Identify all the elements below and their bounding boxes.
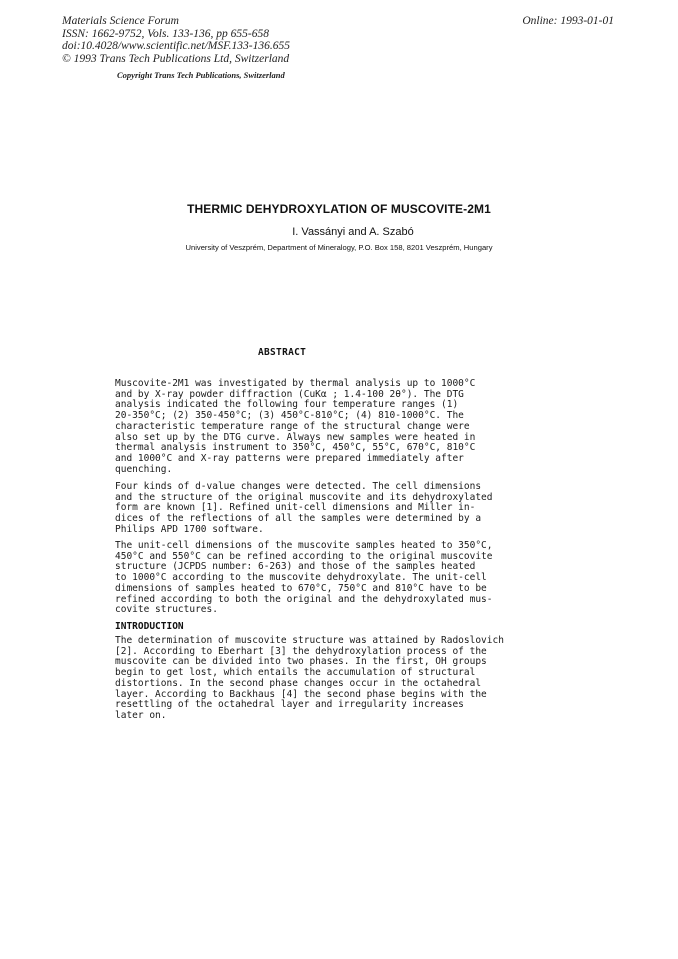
text-line: refined according to both the original and the dehydroxylated mus- (115, 593, 493, 605)
text-line: Muscovite-2M1 was investigated by thermal analysis up to 1000°C (115, 378, 476, 389)
introduction-paragraph (115, 636, 555, 722)
text-line: covite structures. (115, 604, 218, 616)
text-line: begin to get lost, which entails the accumulation of structural (115, 667, 476, 679)
copyright-line: © 1993 Trans Tech Publications Ltd, Switzerland (62, 52, 290, 65)
text-line: characteristic temperature range of the structural change were (115, 420, 470, 432)
text-line: thermal analysis instrument to 350°C, 450°C, 55°C, 670°C, 810°C (115, 442, 476, 454)
paper-title: THERMIC DEHYDROXYLATION OF MUSCOVITE-2M1 (187, 202, 491, 216)
text-line: layer. According to Backhaus [4] the second phase begins with the (115, 688, 487, 700)
text-line: The determination of muscovite structure was attained by Radoslovich (115, 635, 504, 646)
text-line: resettling of the octahedral layer and irregularity increases (115, 699, 464, 711)
text-line: distortions. In the second phase changes occur in the octahedral (115, 677, 482, 689)
abstract-paragraph-3 (115, 541, 555, 616)
paper-affiliation: University of Veszprém, Department of Mineralogy, P.O. Box 158, 8201 Veszprém, Hungary (185, 243, 493, 252)
abstract-paragraph-1 (115, 379, 555, 475)
introduction-heading: INTRODUCTION (115, 621, 184, 632)
text-line: form are known [1]. Refined unit-cell dimensions and Miller in- (115, 502, 476, 514)
text-line: muscovite can be divided into two phases. In the first, OH groups (115, 656, 487, 668)
text-line: also set up by the DTG curve. Always new samples were heated in (115, 431, 476, 443)
copyright-stamp: Copyright Trans Tech Publications, Switzerland (117, 70, 285, 80)
text-line: [2]. According to Eberhart [3] the dehydroxylation process of the (115, 645, 487, 657)
abstract-heading: ABSTRACT (258, 347, 307, 358)
text-line: 450°C and 550°C can be refined according to the original muscovite (115, 550, 493, 562)
text-line: quenching. (115, 463, 173, 475)
text-line: The unit-cell dimensions of the muscovite samples heated to 350°C, (115, 540, 493, 551)
issn-line: ISSN: 1662-9752, Vols. 133-136, pp 655-658 (62, 27, 269, 40)
journal-header (62, 15, 290, 65)
text-line: structure (JCPDS number: 6-263) and those of the samples heated (115, 561, 476, 573)
text-line: and 1000°C and X-ray patterns were prepared immediately after (115, 452, 464, 464)
text-line: Four kinds of d-value changes were detected. The cell dimensions (115, 481, 482, 492)
abstract-paragraph-2 (115, 482, 555, 536)
text-line: 20-350°C; (2) 350-450°C; (3) 450°C-810°C; (4) 810-1000°C. The (115, 410, 464, 422)
doi-link[interactable]: doi:10.4028/www.scientific.net/MSF.133-136.655 (62, 40, 290, 53)
text-line: later on. (115, 709, 167, 721)
text-line: to 1000°C according to the muscovite dehydroxylate. The unit-cell (115, 572, 487, 584)
text-line: dimensions of samples heated to 670°C, 750°C and 810°C have to be (115, 582, 487, 594)
journal-name: Materials Science Forum (62, 15, 179, 27)
text-line: analysis indicated the following four temperature ranges (1) (115, 399, 459, 411)
online-date: Online: 1993-01-01 (522, 15, 614, 27)
paper-authors: I. Vassányi and A. Szabó (292, 226, 414, 238)
text-line: and the structure of the original muscovite and its dehydroxylated (115, 491, 493, 503)
text-line: dices of the reflections of all the samples were determined by a (115, 513, 482, 525)
text-line: and by X-ray powder diffraction (CuKα ; 1.4-100 2θ°). The DTG (115, 388, 464, 400)
text-line: Philips APD 1700 software. (115, 523, 264, 535)
